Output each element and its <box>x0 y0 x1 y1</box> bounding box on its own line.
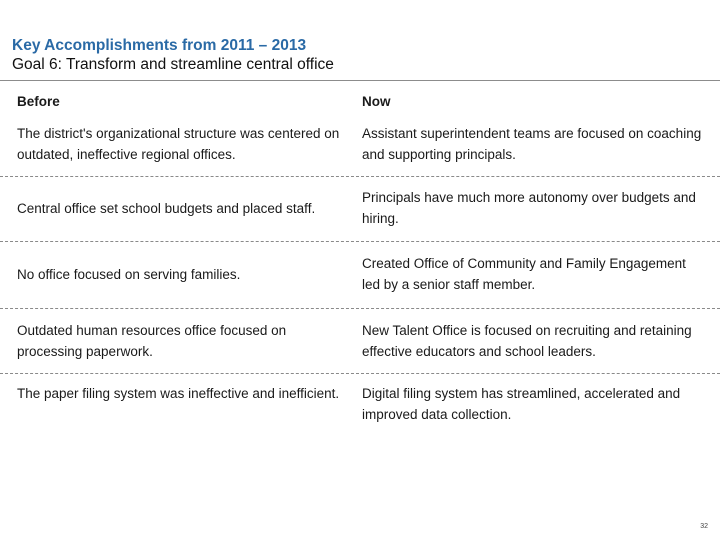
page-number: 32 <box>700 523 708 530</box>
row-4-now: New Talent Office is focused on recruiting and retaining effective educators and school leaders. <box>362 323 692 359</box>
table-row <box>0 374 720 438</box>
row-3-now: Created Office of Community and Family Engagement led by a senior staff member. <box>362 256 686 292</box>
row-1-before: The district's organizational structure was centered on outdated, ineffective regional offices. <box>17 126 340 162</box>
title-divider <box>0 80 720 81</box>
table-header-row <box>0 88 720 116</box>
comparison-table <box>0 88 720 438</box>
row-1-now: Assistant superintendent teams are focused on coaching and supporting principals. <box>362 126 702 162</box>
header-now: Now <box>362 94 391 109</box>
slide-subtitle: Goal 6: Transform and streamline central office <box>12 56 334 73</box>
row-2-before: Central office set school budgets and placed staff. <box>17 201 316 216</box>
row-5-now: Digital filing system has streamlined, accelerated and improved data collection. <box>362 386 681 422</box>
table-row <box>0 242 720 309</box>
row-2-now: Principals have much more autonomy over budgets and hiring. <box>362 190 696 226</box>
table-row <box>0 177 720 242</box>
slide-title: Key Accomplishments from 2011 – 2013 <box>12 37 307 54</box>
table-row <box>0 116 720 177</box>
row-4-before: Outdated human resources office focused on processing paperwork. <box>17 323 287 359</box>
row-3-before: No office focused on serving families. <box>17 267 241 282</box>
row-5-before: The paper filing system was ineffective and inefficient. <box>17 386 340 401</box>
header-before: Before <box>17 94 60 109</box>
table-row <box>0 309 720 374</box>
title-block <box>12 36 334 74</box>
